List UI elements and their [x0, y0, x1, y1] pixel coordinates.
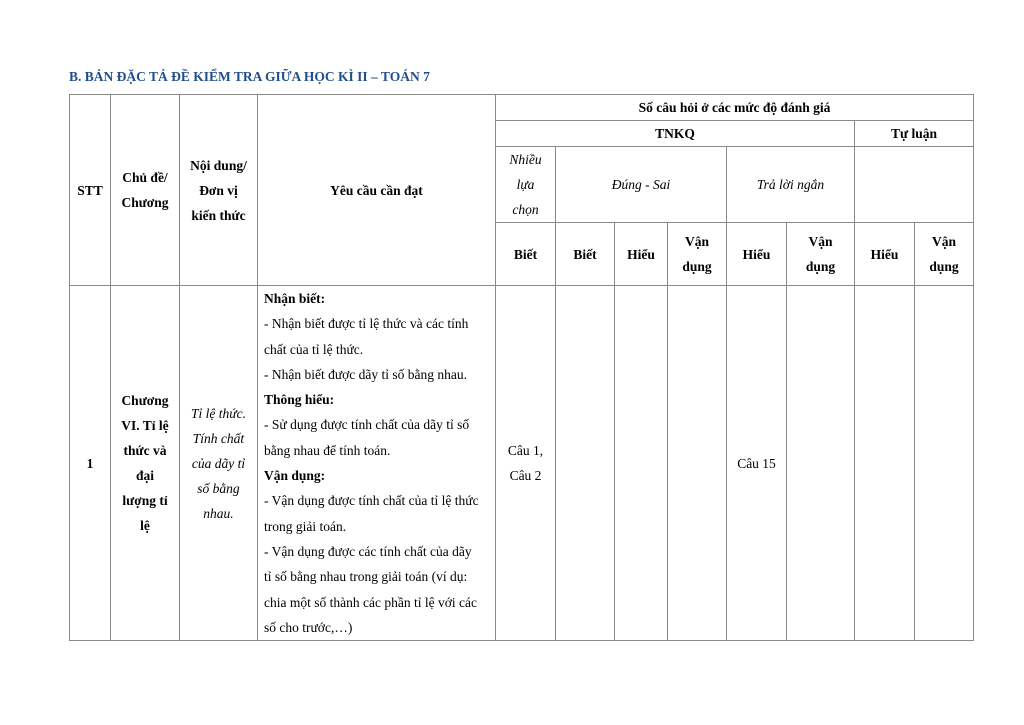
row-tl-van-dung — [915, 286, 974, 641]
level-ds-biet: Biết — [556, 223, 615, 286]
header-tnkq: TNKQ — [496, 121, 855, 147]
level-tln-van-dung: Vận dụng — [787, 223, 855, 286]
specification-table — [69, 94, 974, 641]
table-row — [70, 286, 974, 641]
level-tl-van-dung: Vận dụng — [915, 223, 974, 286]
header-tra-loi-ngan: Trả lời ngắn — [727, 147, 855, 223]
row-nlc-biet: Câu 1, Câu 2 — [496, 286, 556, 641]
header-stt: STT — [70, 95, 111, 286]
header-so-cau: Số câu hỏi ở các mức độ đánh giá — [496, 95, 974, 121]
header-noi-dung: Nội dung/ Đơn vị kiến thức — [180, 95, 258, 286]
level-tl-hieu: Hiểu — [855, 223, 915, 286]
row-ds-hieu — [615, 286, 668, 641]
row-ds-biet — [556, 286, 615, 641]
header-yeu-cau: Yêu cầu cần đạt — [258, 95, 496, 286]
row-yeu-cau: Nhận biết: - Nhận biết được tỉ lệ thức và các tính chất của tỉ lệ thức. - Nhận biết được dãy tỉ số bằng nhau. Thông hiểu: - Sử dụng được tính chất của dãy tỉ số bằng nhau để tính toán. Vận dụng: - Vận dụng được tính chất của tỉ lệ thức trong giải toán. - Vận dụng được các tính chất của dãy tỉ số bằng nhau trong giải toán (ví dụ: chia một số thành các phần tỉ lệ với các số cho trước,…) — [258, 286, 496, 641]
row-noi-dung: Tỉ lệ thức. Tính chất của dãy tỉ số bằng nhau. — [180, 286, 258, 641]
row-tln-hieu: Câu 15 — [727, 286, 787, 641]
row-tln-van-dung — [787, 286, 855, 641]
row-tl-hieu — [855, 286, 915, 641]
header-tu-luan: Tự luận — [855, 121, 974, 147]
row-stt: 1 — [70, 286, 111, 641]
level-ds-van-dung: Vận dụng — [668, 223, 727, 286]
header-chu-de: Chủ đề/ Chương — [111, 95, 180, 286]
header-dung-sai: Đúng - Sai — [556, 147, 727, 223]
row-chu-de: Chương VI. Tỉ lệ thức và đại lượng tỉ lệ — [111, 286, 180, 641]
document-title: B. BẢN ĐẶC TẢ ĐỀ KIỂM TRA GIỮA HỌC KÌ II – TOÁN 7 — [69, 69, 430, 84]
row-ds-van-dung — [668, 286, 727, 641]
level-nlc-biet: Biết — [496, 223, 556, 286]
header-tu-luan-empty — [855, 147, 974, 223]
level-ds-hieu: Hiểu — [615, 223, 668, 286]
level-tln-hieu: Hiểu — [727, 223, 787, 286]
header-nhieu-lua-chon: Nhiều lựa chọn — [496, 147, 556, 223]
